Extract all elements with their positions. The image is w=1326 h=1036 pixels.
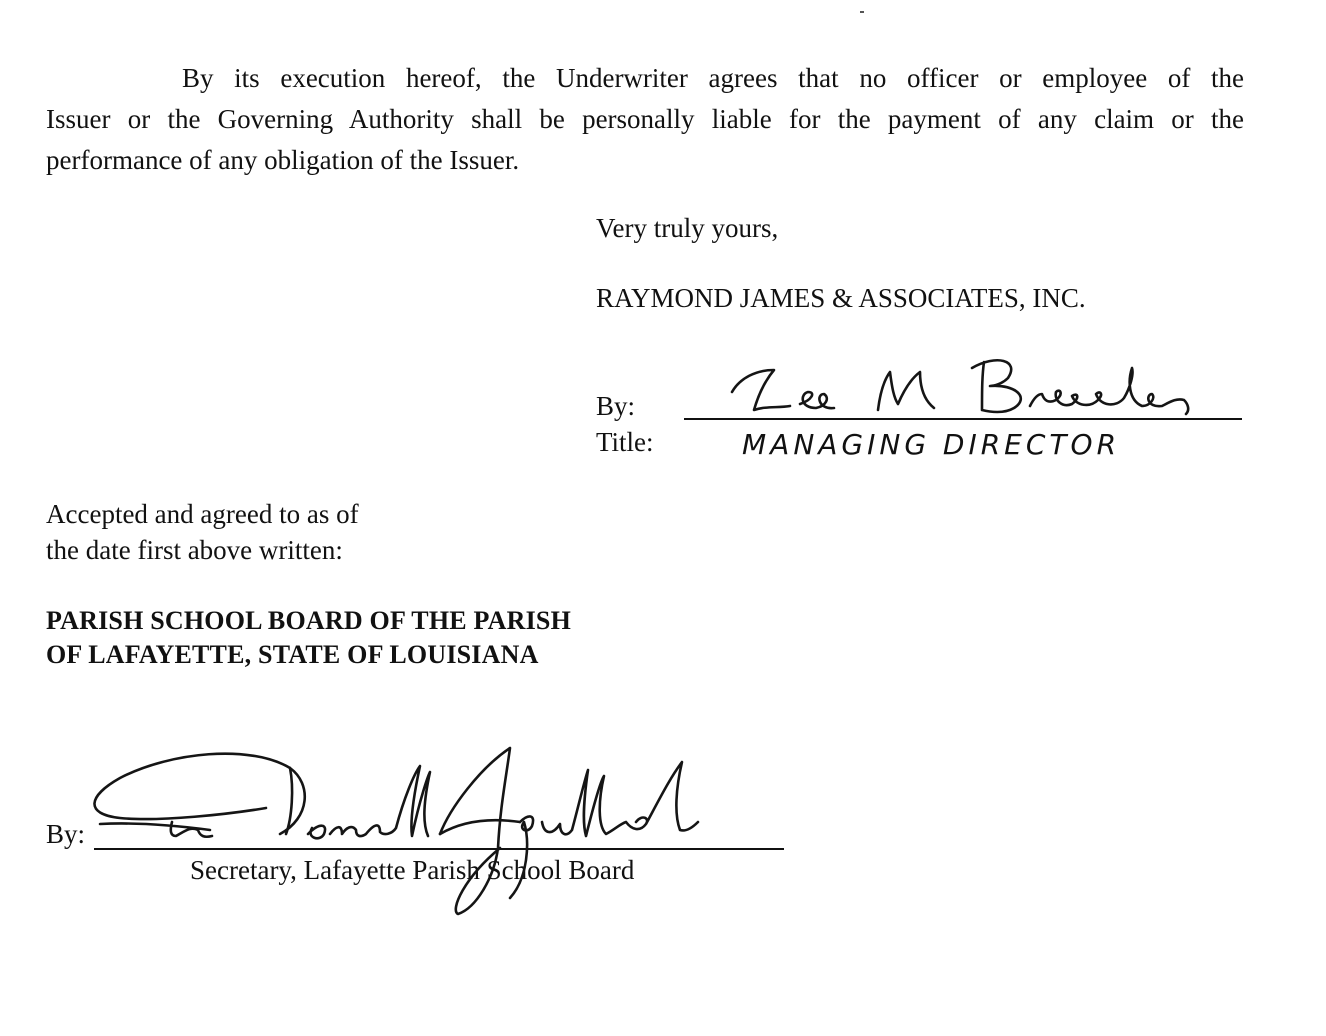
issuer-signature-drawing xyxy=(80,738,700,928)
underwriter-title-label: Title: xyxy=(596,427,654,457)
paragraph-line-1: By its execution hereof, the Underwriter agrees that no officer or employee of the xyxy=(182,63,1244,93)
issuer-name-line-1: PARISH SCHOOL BOARD OF THE PARISH xyxy=(46,606,572,635)
underwriter-handwritten-title: MANAGING DIRECTOR xyxy=(742,428,1121,461)
underwriter-company-name: RAYMOND JAMES & ASSOCIATES, INC. xyxy=(596,283,1086,313)
acceptance-line-2: the date first above written: xyxy=(46,535,343,565)
closing-salutation: Very truly yours, xyxy=(596,213,779,243)
underwriter-signature xyxy=(720,348,1200,420)
issuer-by-label: By: xyxy=(46,819,86,849)
paragraph-line-3: performance of any obligation of the Issuer. xyxy=(46,145,520,175)
underwriter-signature-drawing xyxy=(720,348,1200,420)
issuer-signature xyxy=(80,738,700,928)
issuer-signer-title: Secretary, Lafayette Parish School Board xyxy=(190,855,635,885)
underwriter-by-label: By: xyxy=(596,391,636,421)
paragraph-line-2: Issuer or the Governing Authority shall be personally liable for the payment of any claim or the xyxy=(46,104,1244,134)
liability-paragraph xyxy=(46,58,1244,181)
scan-speck xyxy=(860,11,864,13)
issuer-name-line-2: OF LAFAYETTE, STATE OF LOUISIANA xyxy=(46,640,539,669)
acceptance-line-1: Accepted and agreed to as of xyxy=(46,499,359,529)
